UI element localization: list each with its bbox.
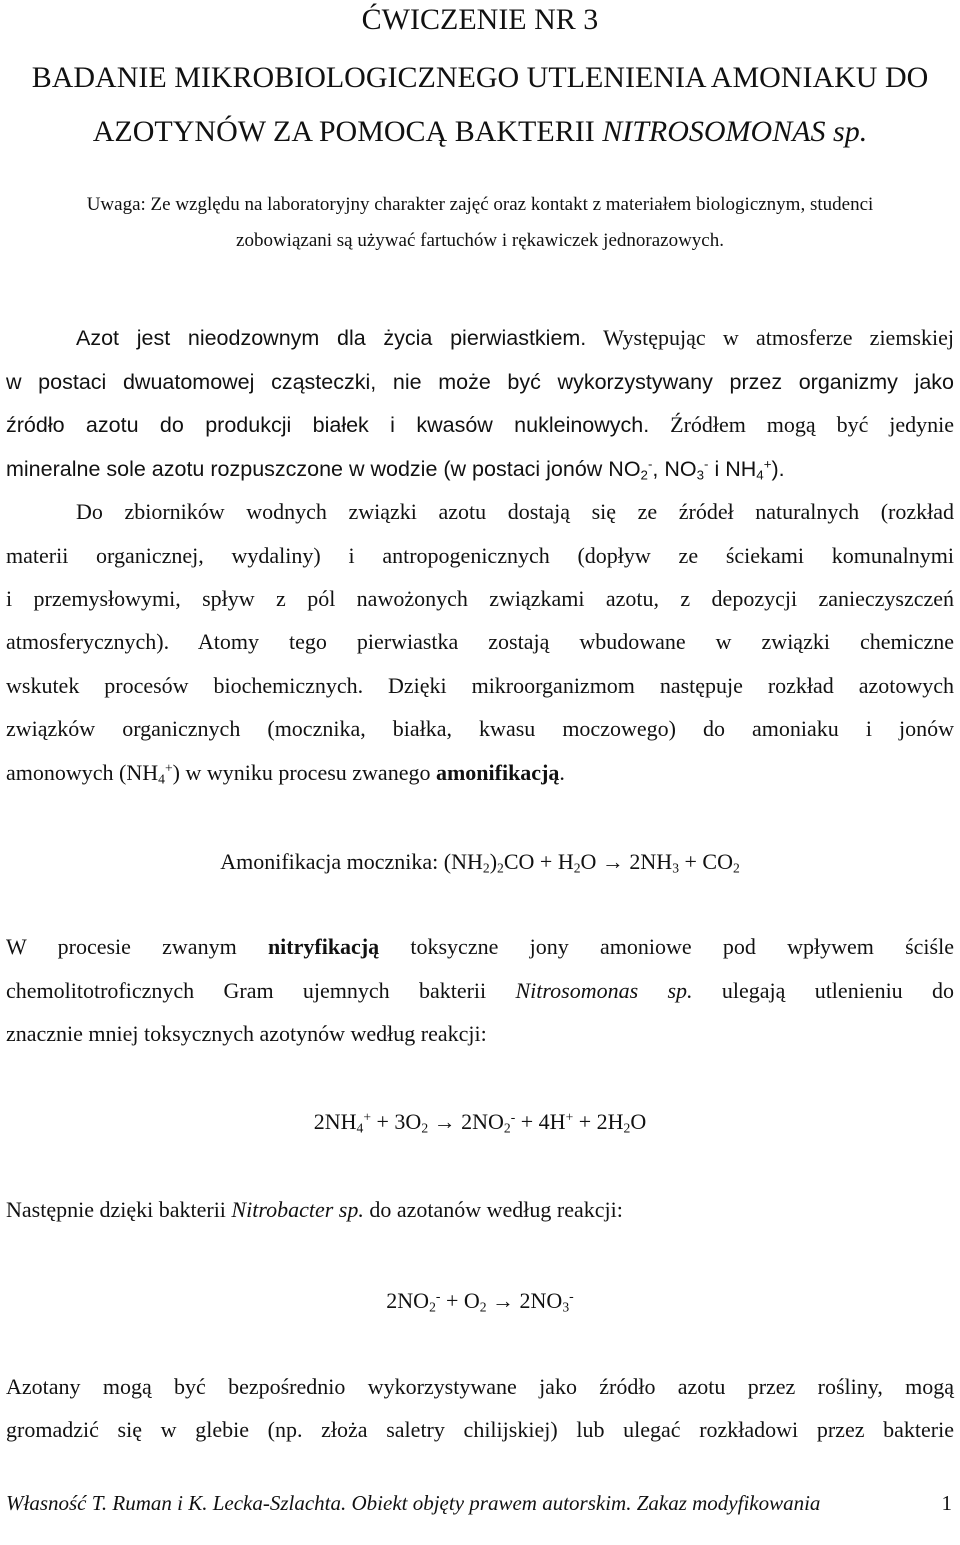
paragraph-3-line-2: chemolitotroficznych Gram ujemnych bakterii Nitrosomonas sp. ulegają utlenieniu do — [6, 978, 955, 1003]
paragraph-1-line-3: źródło azotu do produkcji białek i kwasów nukleinowych. Źródłem mogą być jedynie — [6, 412, 955, 437]
title-line-1: BADANIE MIKROBIOLOGICZNEGO UTLENIENIA AMONIAKU DO — [31, 61, 929, 94]
reaction-arrow-icon: → — [433, 1109, 456, 1134]
paragraph-1-line-1: Azot jest nieodzownym dla życia pierwiastkiem. Występując w atmosferze ziemskiej — [76, 325, 954, 350]
paragraph-2-line-4: atmosferycznych). Atomy tego pierwiastka zostają wbudowane w związki chemiczne — [6, 629, 954, 654]
paragraph-2-line-7: amonowych $(NH_4^+)$ w wyniku procesu zwanego amonifikacją. — [6, 760, 565, 787]
term-ammonification: amonifikacją — [435, 760, 560, 785]
paragraph-2-line-1: Do zbiorników wodnych związki azotu dostają się ze źródeł naturalnych (rozkład — [76, 499, 954, 524]
paragraph-1-line-4: mineralne sole azotu rozpuszczone w wodzie (w postaci jonów $NO_2^-$, $NO_3^-$ i $NH_4^+$). — [6, 456, 785, 483]
term-nitrification: nitryfikacją — [267, 934, 380, 959]
paragraph-2-line-6: związków organicznych (mocznika, białka, kwasu moczowego) do amoniaku i jonów — [6, 716, 954, 741]
footer-copyright: Własność T. Ruman i K. Lecka-Szlachta. Obiekt objęty prawem autorskim. Zakaz modyfikowania — [6, 1491, 821, 1515]
paragraph-2-line-3: i przemysłowymi, spływ z pól nawożonych związkami azotu, z depozycji zanieczyszczeń — [6, 586, 954, 611]
paragraph-2-line-2: materii organicznej, wydaliny) i antropogenicznych (dopływ ze ściekami komunalnymi — [6, 543, 954, 568]
reaction-arrow-icon: → — [601, 849, 624, 874]
safety-note-line-2: zobowiązani są używać fartuchów i rękawiczek jednorazowych. — [236, 230, 724, 251]
reaction-arrow-icon: → — [492, 1288, 515, 1313]
paragraph-2-line-5: wskutek procesów biochemicznych. Dzięki mikroorganizmom następuje rozkład azotowych — [6, 673, 954, 698]
title-line-2: AZOTYNÓW ZA POMOCĄ BAKTERII NITROSOMONAS sp. — [92, 115, 868, 148]
page-number: 1 — [941, 1491, 952, 1515]
paragraph-4: Następnie dzięki bakterii Nitrobacter sp. do azotanów według reakcji: — [6, 1197, 623, 1222]
ammonification-equation: Amonifikacja mocznika: $(NH_2)_2CO + H_2O \to 2NH_3 + CO_2$ — [220, 849, 740, 876]
paragraph-3-line-1: W procesie zwanym nitryfikacją toksyczne jony amoniowe pod wpływem ściśle — [6, 934, 954, 959]
exercise-number: ĆWICZENIE NR 3 — [361, 3, 599, 36]
nitratation-equation: $2NO_2^- + O_2 \to 2NO_3^-$ — [386, 1288, 574, 1315]
paragraph-5-line-2: gromadzić się w glebie (np. złoża saletry chilijskiej) lub ulegać rozkładowi przez bakterie — [6, 1417, 954, 1442]
nitritation-equation: $2NH_4^+ + 3O_2 \to 2NO_2^- + 4H^+ + 2H_2O$ — [313, 1109, 647, 1136]
paragraph-5-line-1: Azotany mogą być bezpośrednio wykorzystywane jako źródło azotu przez rośliny, mogą — [6, 1374, 954, 1399]
paragraph-3-line-3: znacznie mniej toksycznych azotynów według reakcji: — [6, 1021, 487, 1046]
safety-note-line-1: Uwaga: Ze względu na laboratoryjny charakter zajęć oraz kontakt z materiałem biologicznym, studenci — [86, 194, 874, 215]
paragraph-1-line-2: w postaci dwuatomowej cząsteczki, nie może być wykorzystywany przez organizmy jako — [6, 370, 954, 394]
